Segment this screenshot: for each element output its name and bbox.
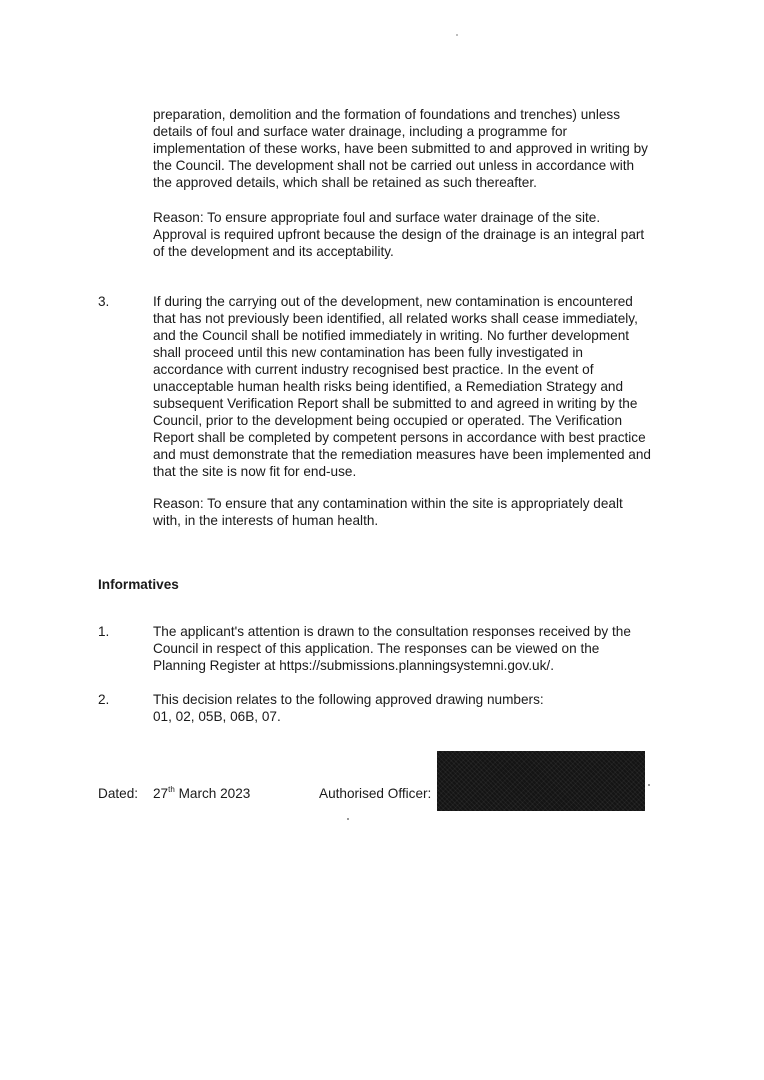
scan-speck (648, 784, 650, 786)
scan-speck (347, 818, 349, 820)
informative-1-number: 1. (98, 624, 110, 639)
decision-date (153, 785, 250, 802)
informative-2-number: 2. (98, 692, 110, 707)
authorised-officer-label: Authorised Officer: (319, 786, 432, 801)
condition-3-number: 3. (98, 294, 110, 309)
condition-2-continuation: preparation, demolition and the formation of foundations and trenches) unless details of foul and surface water drainage, including a programme for implementation of these works, have been submitted to and approved in writing by the Council. The development shall not be carried out unless in accordance with the approved details, which shall be retained as such thereafter. (153, 107, 648, 190)
redacted-signature-block (437, 751, 645, 811)
informatives-heading: Informatives (98, 577, 179, 592)
condition-3-reason: Reason: To ensure that any contamination within the site is appropriately dealt with, in the interests of human health. (153, 496, 623, 528)
informative-2-text: This decision relates to the following approved drawing numbers: 01, 02, 05B, 06B, 07. (153, 692, 544, 724)
condition-3-body: If during the carrying out of the development, new contamination is encountered that has not previously been identified, all related works shall cease immediately, and the Council shall be notified immediately in writing. No further development shall proceed until this new contamination has been fully investigated in accordance with current industry recognised best practice. In the event of unacceptable human health risks being identified, a Remediation Strategy and subsequent Verification Report shall be submitted to and agreed in writing by the Council, prior to the development being occupied or operated. The Verification Report shall be completed by competent persons in accordance with best practice and must demonstrate that the remediation measures have been implemented and that the site is now fit for end-use. (153, 294, 651, 479)
date-month-year: March 2023 (174, 786, 251, 801)
informative-1-text: The applicant's attention is drawn to the consultation responses received by the Council in respect of this application. The responses can be viewed on the Planning Register at https://submissions.planningsystemni.gov.uk/. (153, 624, 631, 673)
scan-speck (456, 34, 458, 36)
condition-2-reason: Reason: To ensure appropriate foul and surface water drainage of the site. Approval is required upfront because the design of the drainage is an integral part of the development and its acceptability. (153, 210, 645, 259)
dated-label: Dated: (98, 786, 139, 801)
date-suffix: th (168, 785, 175, 794)
date-day: 27 (153, 786, 169, 801)
